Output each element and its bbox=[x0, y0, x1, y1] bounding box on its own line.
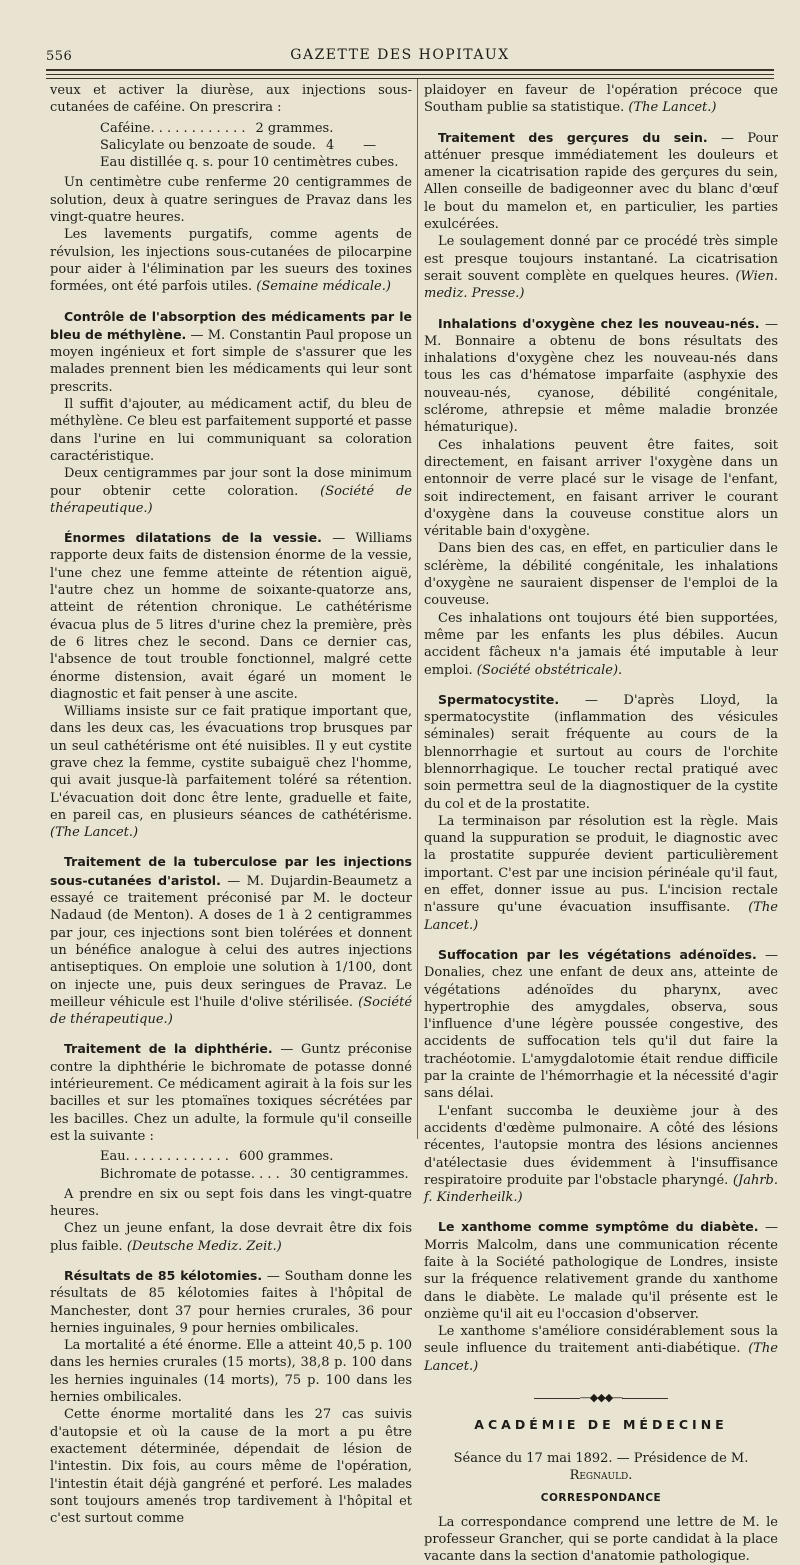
paragraph-text: La terminaison par résolution est la règle. Mais quand la suppuration se produit, le diagnostic avec la prostatite suppurée devient particulièrement important. C'est par une incision périnéale qu'il faut, en effet, donner issue au pus. L'incision rectale n'assure qu'une évacuation insuffisante. bbox=[424, 813, 778, 916]
paragraph: veux et activer la diurèse, aux injections sous-cutanées de caféine. On prescrira : bbox=[50, 83, 412, 116]
paragraph bbox=[424, 315, 778, 437]
recipe-line bbox=[50, 154, 412, 171]
article-heading: Traitement de la diphthérie. bbox=[64, 1041, 273, 1057]
source-citation: (The Lancet.) bbox=[424, 1341, 778, 1374]
right-column bbox=[424, 82, 778, 1565]
paragraph bbox=[424, 129, 778, 234]
ingredient-quantity: 600 grammes. bbox=[238, 1149, 334, 1165]
paragraph: Un centimètre cube renferme 20 centigrammes de solution, deux à quatre seringues de Pravaz dans les vingt-quatre heures. bbox=[50, 175, 412, 226]
paragraph bbox=[50, 853, 412, 1028]
header-rule-thin-2 bbox=[46, 78, 774, 79]
paragraph bbox=[424, 1323, 778, 1375]
article-spermatocystitis bbox=[424, 691, 778, 934]
paragraph-text: Deux centigrammes par jour sont la dose minimum pour obtenir cette coloration. bbox=[50, 466, 412, 499]
ingredient-quantity: 30 centigrammes. bbox=[289, 1166, 409, 1182]
paragraph bbox=[50, 703, 412, 841]
paragraph bbox=[50, 465, 412, 517]
paragraph bbox=[50, 226, 412, 295]
article-kelotomies bbox=[50, 1267, 412, 1527]
paragraph: Cette énorme mortalité dans les 27 cas suivis d'autopsie et où la cause de la mort a pu être exactement déterminée, dépendait de lésion de l'intestin. Dix fois, au cours même de l'opération, l'intestin était déjà gangréné et perforé. Les malades sont toujours amenés trop tardivement à l'hôpital et c'est surtout comme bbox=[50, 1407, 412, 1527]
recipe-line bbox=[50, 120, 412, 137]
paragraph bbox=[50, 1040, 412, 1145]
article-oxygen-newborns bbox=[424, 315, 778, 679]
leader-dots: . bbox=[311, 137, 316, 153]
article-methylene-blue bbox=[50, 308, 412, 518]
seance-text: Séance du 17 mai 1892. — Présidence de M. bbox=[453, 1450, 749, 1466]
article-heading: Inhalations d'oxygène chez les nouveau-nés. bbox=[438, 315, 760, 331]
page-number: 556 bbox=[46, 49, 73, 64]
paragraph-text: — Southam donne les résultats de 85 kélotomies faites à l'hôpital de Manchester, dont 37 pour hernies crurales, 36 pour hernies inguinales, 9 pour hernies ombilicales. bbox=[50, 1269, 412, 1336]
source-citation: (Semaine médicale.) bbox=[256, 279, 391, 295]
article-heading: Énormes dilatations de la vessie. bbox=[64, 530, 322, 546]
article-heading: Traitement de la tuberculose par les injections sous-cutanées d'aristol. bbox=[50, 854, 412, 888]
ingredient-name: Salicylate ou benzoate de soude bbox=[100, 137, 312, 153]
paragraph: Dans bien des cas, en effet, en particulier dans le sclérème, la débilité congénitale, les inhalations d'oxygène ne sauraient dispenser de l'emploi de la couveuse. bbox=[424, 541, 778, 609]
paragraph-text: — Pour atténuer presque immédiatement les douleurs et amener la cicatrisation rapide des gerçures du sein, Allen conseille de badigeonner avec du blanc d'œuf le bout du mamelon et, en particulier, les parties exulcérées. bbox=[424, 130, 778, 233]
ingredient-name: Bichromate de potasse bbox=[100, 1166, 251, 1182]
article-adenoid-suffocation bbox=[424, 946, 778, 1206]
correspondance-heading: CORRESPONDANCE bbox=[540, 1492, 662, 1505]
paragraph bbox=[424, 82, 778, 117]
paragraph-text: — Guntz préconise contre la diphthérie le bichromate de potasse donné intérieurement. Ce médicament agirait à la fois sur les bacilles et sur les ptomaïnes toxiques sécrétées par les bacilles. Chez un adulte, la formule qu'il conseille est la suivante : bbox=[50, 1042, 413, 1144]
paragraph-text: — M. Dujardin-Beaumetz a essayé ce traitement préconisé par M. le docteur Nadaud (de Menton). A doses de 1 à 2 centigrammes par jour, ces injections sont bien tolérées et donnent un bénéfice analogue à celui des autres injections antiseptiques. On emploie une solution à 1/100, dont on injecte une, puis deux seringues de Pravaz. Le meilleur véhicule est l'huile d'olive stérilisée. bbox=[50, 873, 413, 1010]
ingredient-name: Eau bbox=[100, 1149, 126, 1165]
source-citation: (The Lancet.) bbox=[628, 100, 717, 116]
paragraph-text: L'enfant succomba le deuxième jour à des accidents d'œdème pulmonaire. A côté des lésions récentes, l'autopsie montra des lésions anciennes d'atélectasie dues évidemment à l'insuffisance respiratoire produite par l'obstacle pharyngé. bbox=[424, 1103, 778, 1188]
ornament-rule-left bbox=[534, 1398, 580, 1399]
recipe-line bbox=[50, 1166, 412, 1183]
paragraph-text: Chez un jeune enfant, la dose devrait être dix fois plus faible. bbox=[50, 1221, 412, 1254]
header-rule bbox=[46, 69, 774, 71]
paragraph bbox=[50, 1220, 412, 1255]
paragraph: Ces inhalations peuvent être faites, soit directement, en faisant arriver l'oxygène dans un entonnoir de verre placé sur le visage de l'enfant, soit indirectement, en faisant arriver le courant d'oxygène dans la couveuse constitue alors un véritable bain d'oxygène. bbox=[424, 437, 778, 540]
journal-title: GAZETTE DES HOPITAUX bbox=[290, 47, 510, 63]
paragraph-text: Williams insiste sur ce fait pratique important que, dans les deux cas, les évacuations trop brusques par un seul cathétérisme ont été nuisibles. Il y eut cystite grave chez la femme, cystite subaiguë chez l'homme, qui avait jusque-là parfaitement toléré sa rétention. L'évacuation doit donc être lente, graduelle et faite, en pareil cas, en plusieurs séances de cathétérisme. bbox=[50, 704, 412, 823]
paragraph-text: plaidoyer en faveur de l'opération précoce que Southam publie sa statistique. bbox=[424, 83, 778, 116]
ornament-glyph: —◆◆◆— bbox=[579, 1391, 623, 1405]
paragraph bbox=[50, 308, 412, 396]
article-breast-fissures bbox=[424, 129, 778, 303]
ingredient-name: Eau distillée q. s. pour 10 centimètres cubes. bbox=[100, 155, 399, 171]
source-citation: (Société obstétricale). bbox=[476, 662, 623, 678]
article-heading: Suffocation par les végétations adénoïdes. bbox=[438, 946, 757, 962]
article-tuberculosis bbox=[50, 853, 412, 1028]
article-heading: Contrôle de l'absorption des médicaments par le bleu de méthylène. bbox=[50, 308, 412, 342]
paragraph bbox=[50, 1267, 412, 1337]
paragraph: Il suffit d'ajouter, au médicament actif, du bleu de méthylène. Ce bleu est parfaitement supporté et passe dans l'urine en lui communiquant sa coloration caractéristique. bbox=[50, 397, 412, 464]
source-citation: (Société de thérapeutique.) bbox=[50, 483, 412, 516]
section-ornament bbox=[424, 1389, 778, 1406]
article-bladder bbox=[50, 529, 412, 841]
source-citation: (Société de thérapeutique.) bbox=[50, 994, 413, 1028]
article-diphtheria bbox=[50, 1040, 412, 1255]
paragraph-text: Les lavements purgatifs, comme agents de révulsion, les injections sous-cutanées de pilocarpine pour aider à l'élimination par les sueurs des toxines formées, ont été parfois utiles. bbox=[50, 227, 412, 295]
paragraph bbox=[424, 1218, 778, 1323]
paragraph-text: — Williams rapporte deux faits de distension énorme de la vessie, l'une chez une femme atteinte de rétention aiguë, l'autre chez un homme de soixante-quatorze ans, atteint de rétention chronique. Le cathétérisme évacua plus de 5 litres d'urine chez la première, près de 6 litres chez le second. Dans ce dernier cas, l'absence de tout trouble fonctionnel, malgré cette énorme distension, avait égaré un moment le diagnostic et fait penser à une ascite. bbox=[50, 531, 412, 702]
paragraph: La correspondance comprend une lettre de M. le professeur Grancher, qui se porte candidat à la place vacante dans la section d'anatomie pathologique. bbox=[424, 1514, 778, 1565]
paragraph bbox=[424, 233, 778, 302]
paragraph bbox=[424, 691, 778, 813]
source-citation: (Deutsche Mediz. Zeit.) bbox=[126, 1238, 282, 1254]
article-continuation bbox=[50, 82, 412, 296]
paragraph-text: — M. Bonnaire a obtenu de bons résultats des inhalations d'oxygène chez les nouveau-nés dans tous les cas d'hématose imparfaite (asphyxie des nouveau-nés, cyanose, débilité congénitale, sclérome, athrepsie et même maladie bronzée hématurique). bbox=[424, 316, 779, 436]
ornament-rule-right bbox=[622, 1398, 668, 1399]
ingredient-quantity: 4 — bbox=[325, 137, 377, 153]
leader-dots: . . . . . . . . . . . . bbox=[150, 120, 246, 136]
paragraph bbox=[424, 946, 778, 1103]
article-heading: Résultats de 85 kélotomies. bbox=[64, 1268, 263, 1283]
source-citation: (The Lancet.) bbox=[424, 900, 778, 933]
paragraph bbox=[424, 813, 778, 934]
prescription-bichromate bbox=[50, 1148, 412, 1183]
column-divider bbox=[417, 79, 418, 1139]
ingredient-quantity: 2 grammes. bbox=[255, 120, 334, 136]
recipe-line bbox=[50, 137, 412, 154]
article-xanthoma bbox=[424, 1218, 778, 1375]
paragraph bbox=[424, 610, 778, 679]
paragraph-text: — Donalies, chez une enfant de deux ans, atteinte de végétations adénoïdes du pharynx, avec hypertrophie des amygdales, observa, sous l'influence d'une légère poussée congestive, des accidents de suffocation tels qu'il dut faire la trachéotomie. L'amygdalotomie était rendue difficile par la crainte de l'hémorrhagie et la nécessité d'agir sans délai. bbox=[424, 947, 778, 1102]
paragraph-text: Le xanthome s'améliore considérablement sous la seule influence du traitement anti-diabétique. bbox=[424, 1324, 778, 1357]
source-citation: (Jahrb. f. Kinderheilk.) bbox=[424, 1172, 778, 1206]
recipe-line bbox=[50, 1148, 412, 1165]
academie-heading: ACADÉMIE DE MÉDECINE bbox=[474, 1417, 728, 1433]
paragraph bbox=[50, 529, 412, 703]
paragraph-text: — D'après Lloyd, la spermatocystite (inflammation des vésicules séminales) serait fréquente au cours de la blennorrhagie et surtout au cours de l'orchite blennorrhagique. Le toucher rectal pratiqué avec soin permettra seul de la diagnostiquer de la cystite du col et de la prostatite. bbox=[424, 692, 778, 812]
ingredient-name: Caféine bbox=[100, 120, 151, 136]
header-rule-thin bbox=[46, 74, 774, 75]
paragraph-text: Le soulagement donné par ce procédé très simple est presque toujours instantané. La cicatrisation serait souvent complète en quelques heures. bbox=[424, 234, 778, 284]
paragraph: A prendre en six ou sept fois dans les vingt-quatre heures. bbox=[50, 1186, 412, 1220]
prescription-caffeine bbox=[50, 120, 412, 172]
article-heading: Le xanthome comme symptôme du diabète. bbox=[438, 1219, 759, 1235]
leader-dots: . . . . . . . . . . . . . bbox=[125, 1149, 229, 1165]
paragraph bbox=[424, 1103, 778, 1207]
paragraph-text: Ces inhalations ont toujours été bien supportées, même par les enfants les plus débiles. Aucun accident fâcheux n'a jamais été imputable à leur emploi. bbox=[424, 610, 778, 678]
paragraph-text: — M. Constantin Paul propose un moyen ingénieux et fort simple de s'assurer que les malades prennent bien les médicaments qui leur sont prescrits. bbox=[50, 327, 413, 395]
leader-dots: . . . . bbox=[250, 1166, 280, 1182]
paragraph: La mortalité a été énorme. Elle a atteint 40,5 p. 100 dans les hernies crurales (15 morts), 38,8 p. 100 dans les hernies inguinales (14 morts), 75 p. 100 dans les hernies ombilicales. bbox=[50, 1338, 412, 1406]
paragraph-text: — Morris Malcolm, dans une communication récente faite à la Société pathologique de Londres, insiste sur la fréquence relativement grande du xanthome dans le diabète. Le malade qu'il présente est le onzième qu'il ait eu l'occasion d'observer. bbox=[424, 1220, 778, 1322]
article-heading: Traitement des gerçures du sein. bbox=[438, 129, 708, 145]
article-heading: Spermatocystite. bbox=[438, 691, 560, 707]
source-citation: (Wien. mediz. Presse.) bbox=[424, 268, 778, 302]
president-name: Regnauld. bbox=[569, 1467, 633, 1483]
source-citation: (The Lancet.) bbox=[50, 825, 139, 841]
left-column bbox=[50, 82, 412, 1527]
seance-line bbox=[424, 1450, 778, 1485]
article-continuation-right bbox=[424, 82, 778, 117]
